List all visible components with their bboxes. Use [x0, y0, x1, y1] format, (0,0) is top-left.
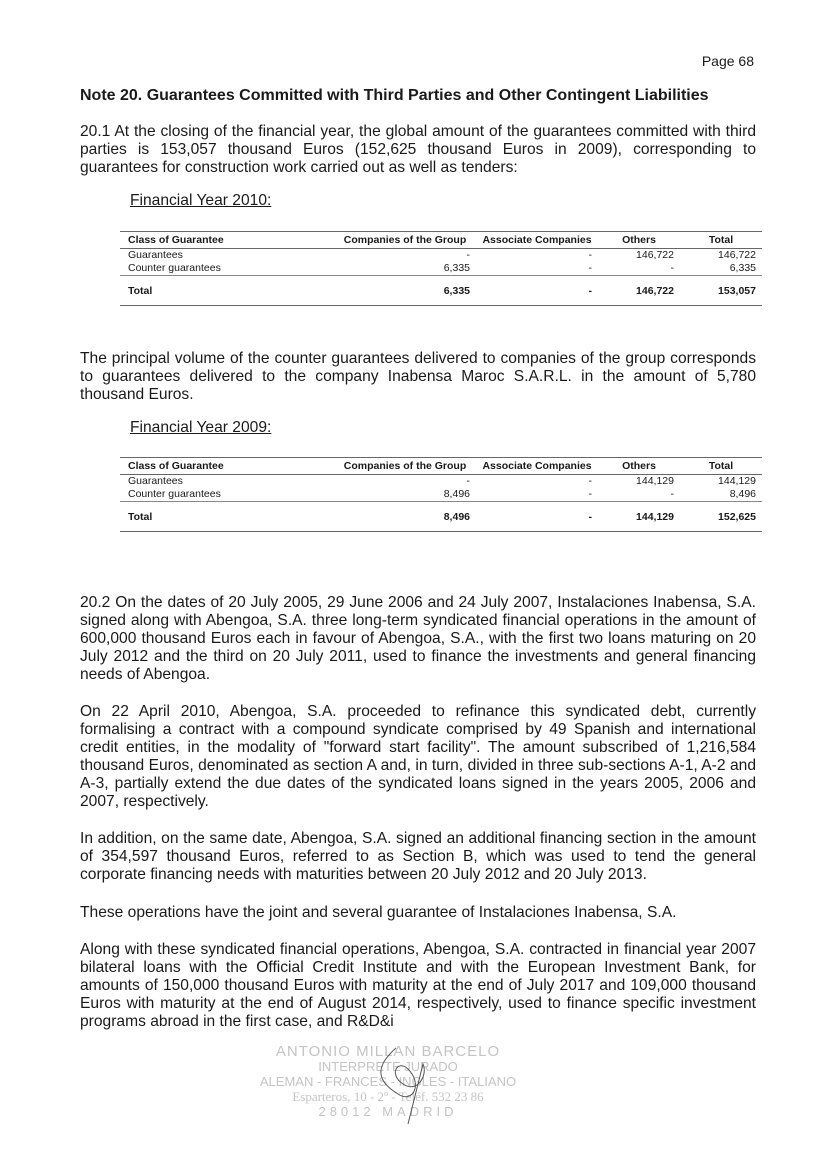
- cell: Total: [120, 276, 334, 306]
- header-total: Total: [708, 460, 734, 472]
- cell: 144,129: [598, 502, 680, 532]
- table-header: [120, 458, 762, 475]
- cell: -: [476, 502, 598, 532]
- stamp-line: 28012 MADRID: [318, 1104, 458, 1119]
- total-row: [120, 276, 762, 306]
- cell: 6,335: [680, 262, 762, 276]
- cell: 144,129: [718, 475, 756, 487]
- cell: 8,496: [680, 488, 762, 502]
- note-title: Note 20. Guarantees Committed with Third Parties and Other Contingent Liabilities: [80, 87, 709, 104]
- guarantees-table-2010: [120, 231, 762, 306]
- cell: 8,496: [334, 488, 476, 502]
- header-class: Class of Guarantee: [128, 234, 224, 246]
- signature-icon: [368, 1044, 448, 1124]
- paragraph-bilateral-loans: Along with these syndicated financial operations, Abengoa, S.A. contracted in financial year 2007 bilateral loans with the Official Credit Institute and with the European Investment Bank, for amounts of 150,000 thousand Euros with maturity at the end of July 2017 and 109,000 thousand Euros with maturity at the end of August 2014, respectively, used to finance specific investment programs abroad in the first case, and R&D&i: [80, 941, 756, 1030]
- stamp-line: ALEMAN - FRANCES - INGLES - ITALIANO: [259, 1074, 517, 1089]
- cell: -: [598, 262, 680, 276]
- header-associate: Associate Companies: [482, 460, 592, 472]
- cell: -: [466, 249, 470, 261]
- total-row: [120, 502, 762, 532]
- cell: 146,722: [598, 276, 680, 306]
- cell: -: [476, 262, 598, 276]
- paragraph-counter-guarantees: The principal volume of the counter guarantees delivered to companies of the group corresponds to guarantees delivered to the company Inabensa Maroc S.A.R.L. in the amount of 5,780 thousand Euros.: [80, 350, 756, 403]
- paragraph-section-b: In addition, on the same date, Abengoa, S.A. signed an additional financing section in the amount of 354,597 thousand Euros, referred to as Section B, which was used to tend the general corporate financing needs with maturities between 20 July 2012 and 20 July 2013.: [80, 830, 756, 883]
- cell: 146,722: [636, 249, 674, 261]
- table-row: [120, 262, 762, 276]
- cell: Counter guarantees: [120, 262, 334, 276]
- cell: -: [588, 475, 592, 487]
- paragraph-refinance: On 22 April 2010, Abengoa, S.A. proceeded to refinance this syndicated debt, currently formalising a contract with a compound syndicate comprised by 49 Spanish and international credit entities, in the modality of "forward start facility". The amount subscribed of 1,216,584 thousand Euros, denominated as section A and, in turn, divided in three sub-sections A-1, A-2 and A-3, partially extend the due dates of the syndicated loans signed in the years 2005, 2006 and 2007, respectively.: [80, 703, 756, 810]
- header-others: Others: [622, 460, 656, 472]
- cell: 6,335: [334, 262, 476, 276]
- header-associate: Associate Companies: [482, 234, 592, 246]
- paragraph-joint-guarantee: These operations have the joint and several guarantee of Instalaciones Inabensa, S.A.: [80, 904, 677, 921]
- header-group: Companies of the Group: [343, 460, 467, 472]
- table-row: [120, 488, 762, 502]
- header-others: Others: [622, 234, 656, 246]
- paragraph-20-1: 20.1 At the closing of the financial year, the global amount of the guarantees committed with third parties is 153,057 thousand Euros (152,625 thousand Euros in 2009), corresponding to guarantees for construction work carried out as well as tenders:: [80, 123, 756, 176]
- table-row: [120, 249, 762, 263]
- cell: Total: [120, 502, 334, 532]
- stamp-line: INTERPRETE JURADO: [318, 1059, 458, 1074]
- cell: -: [598, 488, 680, 502]
- cell: 8,496: [334, 502, 476, 532]
- cell: -: [588, 249, 592, 261]
- stamp-line: ANTONIO MILLAN BARCELO: [275, 1043, 501, 1060]
- cell: -: [476, 276, 598, 306]
- cell: Counter guarantees: [120, 488, 334, 502]
- header-total: Total: [708, 234, 734, 246]
- cell: Guarantees: [128, 249, 183, 261]
- cell: 146,722: [718, 249, 756, 261]
- guarantees-table-2009: [120, 457, 762, 532]
- cell: -: [476, 488, 598, 502]
- cell: Guarantees: [128, 475, 183, 487]
- cell: 6,335: [334, 276, 476, 306]
- table-row: [120, 475, 762, 489]
- header-group: Companies of the Group: [343, 234, 467, 246]
- cell: 152,625: [680, 502, 762, 532]
- heading-fy-2010: Financial Year 2010:: [130, 192, 272, 209]
- table-header: [120, 232, 762, 249]
- translator-stamp: [258, 1044, 518, 1119]
- heading-fy-2009: Financial Year 2009:: [130, 419, 272, 436]
- page-number: Page 68: [701, 53, 754, 69]
- paragraph-20-2: 20.2 On the dates of 20 July 2005, 29 June 2006 and 24 July 2007, Instalaciones Inabensa, S.A. signed along with Abengoa, S.A. three long-term syndicated financial operations in the amount of 600,000 thousand Euros each in favour of Abengoa, S.A., with the first two loans maturing on 20 July 2012 and the third on 20 July 2011, used to finance the investments and general financing needs of Abengoa.: [80, 594, 756, 683]
- stamp-line: Esparteros, 10 - 2º - Teléf. 532 23 86: [292, 1089, 484, 1104]
- cell: 144,129: [636, 475, 674, 487]
- header-class: Class of Guarantee: [128, 460, 224, 472]
- cell: 153,057: [680, 276, 762, 306]
- cell: -: [466, 475, 470, 487]
